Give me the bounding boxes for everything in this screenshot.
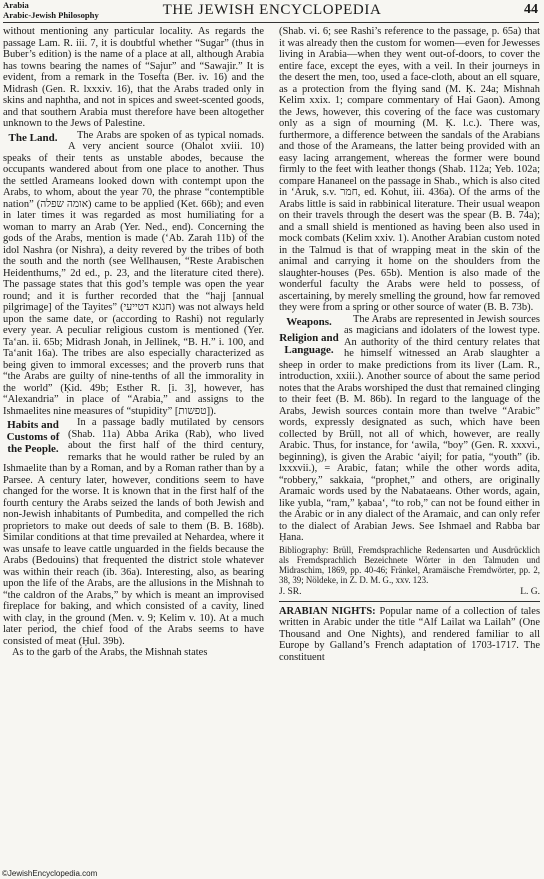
author-signatures [279, 586, 540, 598]
section-top: Arabia [3, 0, 29, 10]
paragraph: As to the garb of the Arabs, the Mishnah states [12, 647, 208, 658]
sidenote-religion-language: Religion and Language. [279, 331, 339, 356]
right-column [279, 26, 540, 868]
paragraph: without mentioning any particular locality. As regards the passage Lam. R. iii. 7, it is doubtful whether “Sugar” (thus in Buber’s edition) is the name of a place at all, although Arabia has towns bearing the names of “Sajur” and “Sawajir.” It is evident, from a remark in the Tosefta (Ber. iv. 16) and the Midrash (Gen. R. lxxxiv. 16), that the Arabs traded only in skins and naphtha, and not in spices and sweet-scented goods, and that southern Arabia must therefore have been altogether unknown to the Jews of Palestine. [3, 26, 264, 129]
signature-right: L. G. [520, 586, 540, 597]
page-title: THE JEWISH ENCYCLOPEDIA [162, 2, 382, 18]
article-headword: ARABIAN NIGHTS: [279, 605, 376, 617]
bibliography [279, 545, 540, 585]
page-number: 44 [524, 2, 538, 17]
copyright-footer: ©JewishEncyclopedia.com [2, 869, 98, 878]
paragraph: The Arabs are spoken of as typical nomads. A very ancient source (Ohalot xviii. 10) speaks of their tents as unstable abodes, because the occupants wandered about from one place to another. Thus the settled Arameans looked down with contempt upon the Arabs, to whom, about the year 70, the phrase “contemptible nation” (אומה שפלה) came to be applied (Ket. 66b); and even in later times it was regarded as most humiliating for a woman to marry an Arab (Yer. Ned., end). Concerning the gods of the Arabs, mention is made (‘Ab. Zarah 11b) of the idol Nashra (or Nishra), a deity revered by the tribes of both the south and the north (see Wellhausen, “Reste Arabischen Heidenthums,” 2d ed., p. 23, and the literature cited there). The passage states that this god’s temple was open the year round; and it is further recorded that the “hajj [annual pilgrimage] of the Tayites” (חגגא דטייעי) was not always held upon the same date, or (according to Rashi) not regularly every year. A peculiar religious custom is mentioned (Yer. Ta‘an. ii. 65b; Midrash Jonah, in Jellinek, “B. H.” i. 100, and Ta‘anit 16a). The tribes are also especially characterized as being given to immoral excesses; and the proverb runs that “the Arabs are guilty of nine-tenths of all the immorality in the world” (Ḳid. 49b; Esther R. [i. 3], however, has “Alexandria” in place of “Arabia,” and assigns to the Ishmaelites nine measures of “stupidity” [טפשות]). [3, 129, 264, 417]
sidenote-habits-customs: Habits and Customs of the People. [6, 419, 60, 455]
next-article [279, 606, 540, 664]
paragraph: The Arabs are represented in Jewish sources as magicians and idolaters of the lowest type. An authority of the third century relates that he himself witnessed an Arab slaughter a sheep in order to make predictions from its liver (Lam. R., introduction, xxiii.). Another source of about the same period notes that the Arabs worshiped the dust that remained clinging to their feet (B. M. 86b). In regard to the language of the Arabs, Jewish sources contain more than twelve “Arabic” words, expressly designated as such, which have been collected by Brüll, not all of which, however, are really Arabic. Thus, for instance, for ‘awila, “boy” (Gen. R. xxxvi., beginning), is given the Arabic ‘aiyil; for patia, “youth” (ib. lxxxvii.), = Arabic, fatan; while the other words adita, “robbery,” sakkaia, “prophet,” and others, are originally Aramaic words used by the Nabataeans. Other words, again, like yubla, “ram,” ḳabaa‘, “to rob,” can not be found either in the Arabic or in any dialect of the Aramaic, and can only refer to the dialect of Arabian Jews. See Ishmael and Rabba bar Ḥana. [279, 313, 540, 543]
paragraph: (Shab. vi. 6; see Rashi’s reference to the passage, p. 65a) that it was already then the custom for women—even for Jewesses living in Arabia—when they went out-of-doors, to cover the entire face, except the eyes, with a veil. In their journeys in the desert the men, too, used a face-cloth, about an ell square, as a protection from the flying sand (M. Ḳ. 24a; Mishnah Kelim xxix. 1; compare commentary of Hai Gaon). Among the Jews, however, this covering of the face was customary only as a sign of mourning (M. Ḳ. l.c.). There was, furthermore, a difference between the sandals of the Arabians and those of the Arameans, the latter being provided with an easy lacing arrangement, whereas the former were bound firmly to the feet with leather thongs (Shab. 112a; Yeb. 102a; compare Hananeel on the passage in Shab., which is also cited in ‘Aruk, s.v. חמר, ed. Kohut, iii. 436a). Of the arms of the Arabs little is said in rabbinical literature. Their usual weapon on their travels through the desert was the spear (B. B. 74a); and a small shield is mentioned as having been also used in mock combats (Kelim xxiv. 1). Another Arabian custom noted in the Talmud is that of wrapping meat in the skin of the animal and carrying it home on the shoulders from the slaughter-houses (Pes. 65b). Mention is also made of the wonderful faculty the Arabs were held to possess, of ascertaining, by merely smelling the ground, how far removed they were from a spring or other source of water (B. B. 73b). [279, 26, 540, 313]
paragraph: In a passage badly mutilated by censors (Shab. 11a) Abba Arika (Rab), who lived about the first half of the third century, remarks that he would rather be ruled by an Ishmaelite than by a Roman, and by a Roman rather than by a Parsee. A century later, however, conditions seem to have changed for the worse. It is known that in the first half of the fourth century the Arabs seized the lands of both Jewish and non-Jewish inhabitants of Pumbedita, and compelled the rich proprietors to make out deeds of sale to them (B. B. 168b). Similar conditions at that time prevailed at Nehardea, where it was unsafe to leave cattle unguarded in the fields because the Arabs (Bedouins) that frequented the district stole whatever was within their reach (ib. 36a). Interesting, also, as bearing upon the life of the Arabs, are the allusions in the Mishnah to “the caldron of the Arabs,” by which is meant an improvised fireplace for baking, and which consisted of a cavity, lined with clay, in the ground (Men. v. 9; Kelim v. 10). At a much later period, the chief food of the Arabs seems to have consisted of meat (Ḥul. 39b). [3, 417, 264, 647]
sidenote-the-land: The Land. [8, 131, 58, 144]
header-rule [3, 22, 539, 23]
left-column [3, 26, 264, 868]
bibliography-text: Bibliography: Brüll, Fremdsprachliche Redensarten und Ausdrücklich als Fremdsprachlich Bezeichnete Wörter in den Talmuden und Midraschim, 1869, pp. 40-46; Fränkel, Aramäische Fremdwörter, pp. 2, 38, 39; Nöldeke, in Z. D. M. G., xxv. 123. [279, 544, 540, 585]
signature-left: J. SR. [279, 586, 302, 597]
article-text: Popular name of a collection of tales written in Arabic under the title “Alf Lailat wa Lailah” (One Thousand and One Nights), and rendered familiar to all Europe by Galland’s French adaptation of 1703-1717. The constituent [279, 605, 540, 663]
article-divider [279, 601, 540, 602]
sidenote-weapons: Weapons. [286, 315, 332, 328]
section-bottom: Arabic-Jewish Philosophy [3, 9, 99, 20]
page-header [0, 0, 544, 22]
